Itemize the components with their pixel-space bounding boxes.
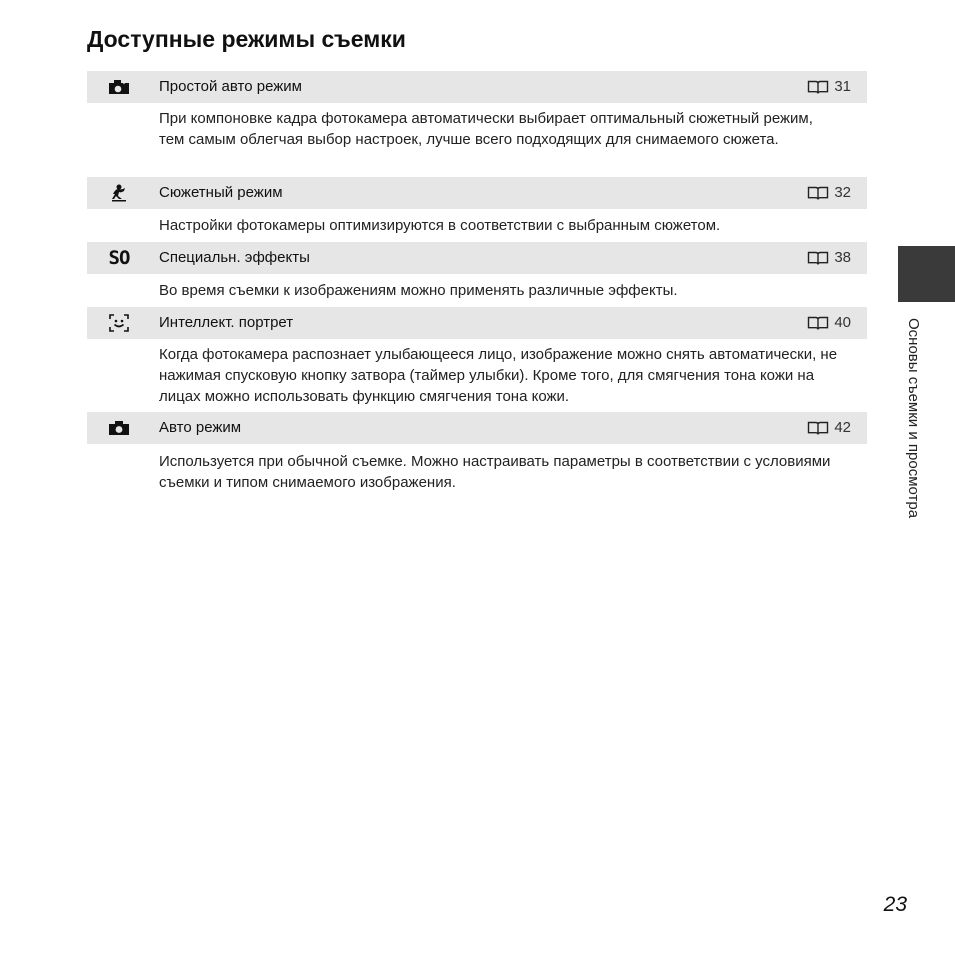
page-reference-number: 40 <box>834 314 851 331</box>
mode-name: Простой авто режим <box>159 78 302 95</box>
book-icon <box>807 420 829 436</box>
page-reference[interactable] <box>807 177 851 209</box>
page-reference-number: 32 <box>834 184 851 201</box>
chapter-label-text: Основы съемки и просмотра <box>905 318 922 519</box>
page-number: 23 <box>883 893 907 916</box>
mode-row-special-effects <box>87 242 867 274</box>
page-reference[interactable] <box>807 412 851 444</box>
page-title: Доступные режимы съемки <box>87 26 406 52</box>
mode-row-smart-portrait <box>87 307 867 339</box>
mode-description: Во время съемки к изображениям можно применять различные эффекты. <box>159 282 678 299</box>
page-reference[interactable] <box>807 242 851 274</box>
mode-row-easy-auto <box>87 71 867 103</box>
mode-description: Используется при обычной съемке. Можно настраивать параметры в соответствии с условиями съемки и типом снимаемого изображения. <box>159 453 831 491</box>
mode-row-scene <box>87 177 867 209</box>
mode-row-auto <box>87 412 867 444</box>
scene-mode-icon <box>87 177 151 209</box>
page-reference-number: 31 <box>834 78 851 95</box>
page-reference-number: 42 <box>834 419 851 436</box>
mode-name: Сюжетный режим <box>159 184 283 201</box>
smart-portrait-icon <box>87 307 151 339</box>
special-effects-icon <box>87 242 151 274</box>
book-icon <box>807 315 829 331</box>
book-icon <box>807 79 829 95</box>
mode-description: Когда фотокамера распознает улыбающееся лицо, изображение можно снять автоматически, не нажимая спусковую кнопку затвора (таймер улыбки). Кроме того, для смягчения тона кожи на лицах можно использовать функцию смягчения тона кожи. <box>159 346 838 405</box>
chapter-label <box>895 318 935 578</box>
mode-name: Авто режим <box>159 419 242 436</box>
auto-mode-camera-icon <box>87 412 151 444</box>
mode-description: Настройки фотокамеры оптимизируются в соответствии с выбранным сюжетом. <box>159 217 721 234</box>
mode-name: Специальн. эффекты <box>159 249 310 266</box>
chapter-tab <box>898 246 955 302</box>
special-effects-icon-label: SO <box>108 247 130 269</box>
page-reference-number: 38 <box>834 249 851 266</box>
page-reference[interactable] <box>807 71 851 103</box>
book-icon <box>807 250 829 266</box>
mode-description: При компоновке кадра фотокамера автоматически выбирает оптимальный сюжетный режим, тем самым облегчая выбор настроек, лучше всего подходящих для снимаемого сюжета. <box>159 110 813 148</box>
book-icon <box>807 185 829 201</box>
mode-name: Интеллект. портрет <box>159 314 294 331</box>
easy-auto-camera-icon <box>87 71 151 103</box>
page-reference[interactable] <box>807 307 851 339</box>
